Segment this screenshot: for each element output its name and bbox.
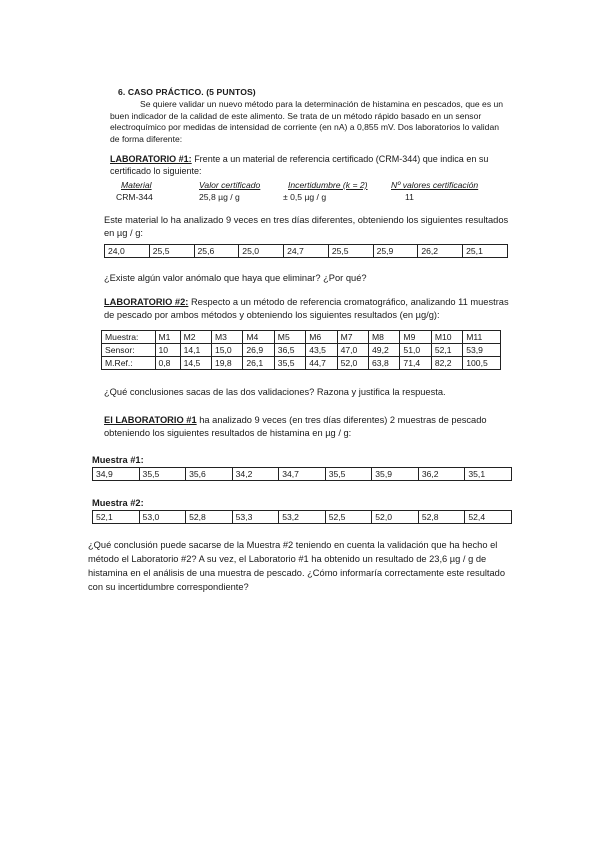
table-cell: Sensor: [102, 344, 156, 357]
table-cell: 52,4 [465, 511, 512, 524]
lab1-heading: LABORATORIO #1: [110, 154, 192, 164]
table-cell: M10 [431, 331, 462, 344]
table-cell: 25,5 [149, 245, 194, 258]
table-cell: 14,1 [180, 344, 211, 357]
table-cell: 36,5 [274, 344, 305, 357]
table-cell: 53,0 [139, 511, 186, 524]
table-row [102, 357, 501, 370]
table-cell: 35,1 [465, 468, 512, 481]
table-cell: 52,1 [93, 511, 140, 524]
lab2-results-table [101, 330, 501, 370]
lab1-question: ¿Existe algún valor anómalo que haya que eliminar? ¿Por qué? [104, 273, 367, 283]
table-cell: 49,2 [369, 344, 400, 357]
lab2-question: ¿Qué conclusiones sacas de las dos validaciones? Razona y justifica la respuesta. [104, 387, 446, 397]
table-cell: M7 [337, 331, 368, 344]
sample2-table [92, 510, 512, 524]
table-cell: 25,6 [194, 245, 239, 258]
table-cell: M8 [369, 331, 400, 344]
table-cell: 35,5 [325, 468, 372, 481]
table-cell: 14,5 [180, 357, 211, 370]
table-cell: 43,5 [306, 344, 337, 357]
lab1-analysis-text: Este material lo ha analizado 9 veces en tres días diferentes, obteniendo los siguientes resultados en µg / g: [104, 215, 509, 238]
table-cell: 26,9 [243, 344, 274, 357]
table-cell: M2 [180, 331, 211, 344]
table-row [102, 331, 501, 344]
table-cell: 35,6 [186, 468, 233, 481]
table-cell: 47,0 [337, 344, 368, 357]
table-cell: M11 [463, 331, 501, 344]
table-cell: 52,5 [325, 511, 372, 524]
table-cell: 25,0 [239, 245, 284, 258]
lab1b-text: ha analizado 9 veces (en tres días diferentes) 2 muestras de pescado obteniendo los siguientes resultados de histamina en µg / g: [104, 415, 487, 438]
table-cell: 10 [155, 344, 180, 357]
table-cell: 25,1 [463, 245, 508, 258]
lab2-heading: LABORATORIO #2: [104, 297, 189, 307]
table-cell: 0,8 [155, 357, 180, 370]
table-cell: 19,8 [211, 357, 242, 370]
certificate-info [113, 180, 513, 204]
lab1-description [110, 153, 500, 177]
table-cell: M.Ref.: [102, 357, 156, 370]
table-cell: 24,7 [284, 245, 329, 258]
cert-value-count: 11 [405, 192, 414, 202]
cert-value-value: 25,8 µg / g [199, 192, 240, 202]
sample1-label: Muestra #1: [92, 455, 144, 465]
cert-value-uncertainty: ± 0,5 µg / g [283, 192, 327, 202]
table-row [102, 344, 501, 357]
table-cell: 82,2 [431, 357, 462, 370]
final-questions: ¿Qué conclusión puede sacarse de la Muestra #2 teniendo en cuenta la validación que ha hecho el método el Laboratorio #2? A su vez, el Laboratorio #1 ha obtenido un resultado de 23,6 µg / g de histamina en el análisis de una muestra de pescado. ¿Cómo informaría correctamente este resultado con su incertidumbre correspondiente? [88, 540, 506, 592]
table-cell: 44,7 [306, 357, 337, 370]
table-cell: M6 [306, 331, 337, 344]
table-cell: M9 [400, 331, 431, 344]
table-cell: 53,9 [463, 344, 501, 357]
table-cell: 52,1 [431, 344, 462, 357]
sample2-label: Muestra #2: [92, 498, 144, 508]
table-cell: 100,5 [463, 357, 501, 370]
table-cell: 24,0 [105, 245, 150, 258]
table-cell: 15,0 [211, 344, 242, 357]
table-cell: M5 [274, 331, 305, 344]
lab2-description [104, 296, 510, 322]
table-cell: 53,3 [232, 511, 279, 524]
table-cell: M1 [155, 331, 180, 344]
table-cell: 71,4 [400, 357, 431, 370]
lab1b-heading: El LABORATORIO #1 [104, 415, 197, 425]
table-cell: 35,5 [139, 468, 186, 481]
cert-header-material: Material [121, 180, 152, 190]
table-cell: Muestra: [102, 331, 156, 344]
lab1b-description [104, 414, 510, 440]
table-cell: 35,9 [372, 468, 419, 481]
table-cell: M4 [243, 331, 274, 344]
table-cell: 26,2 [418, 245, 463, 258]
table-cell: 52,0 [372, 511, 419, 524]
table-cell: 52,0 [337, 357, 368, 370]
lab2-text: Respecto a un método de referencia cromatográfico, analizando 11 muestras de pescado por ambos métodos y obteniendo los siguientes resultados (en µg/g): [104, 297, 509, 320]
table-cell: 53,2 [279, 511, 326, 524]
table-cell: 51,0 [400, 344, 431, 357]
cert-value-material: CRM-344 [116, 192, 153, 202]
cert-header-uncertainty: Incertidumbre (k = 2) [288, 180, 368, 190]
table-cell: 34,9 [93, 468, 140, 481]
table-cell: 34,7 [279, 468, 326, 481]
section-title: 6. CASO PRÁCTICO. (5 PUNTOS) [118, 87, 256, 97]
table-cell: 26,1 [243, 357, 274, 370]
table-cell: 25,5 [328, 245, 373, 258]
sample1-table [92, 467, 512, 481]
table-cell: 52,8 [186, 511, 233, 524]
table-cell: 35,5 [274, 357, 305, 370]
intro-paragraph: Se quiere validar un nuevo método para la determinación de histamina en pescados, que es un buen indicador de la calidad de este alimento. Se trata de un método rápido basado en un sensor electroquímico por medidas de intensidad de corriente (en nA) a 0,855 mV. Dos laboratorios lo validan de forma diferente: [110, 99, 504, 144]
cert-header-value: Valor certificado [199, 180, 261, 190]
cert-header-count: Nº valores certificación [391, 180, 479, 190]
lab1-results-table [104, 244, 508, 258]
table-cell: M3 [211, 331, 242, 344]
table-cell: 52,8 [418, 511, 465, 524]
table-cell: 63,8 [369, 357, 400, 370]
table-cell: 25,9 [373, 245, 418, 258]
table-cell: 36,2 [418, 468, 465, 481]
lab1-text: Frente a un material de referencia certificado (CRM-344) que indica en su certificado lo siguiente: [110, 154, 489, 176]
table-cell: 34,2 [232, 468, 279, 481]
